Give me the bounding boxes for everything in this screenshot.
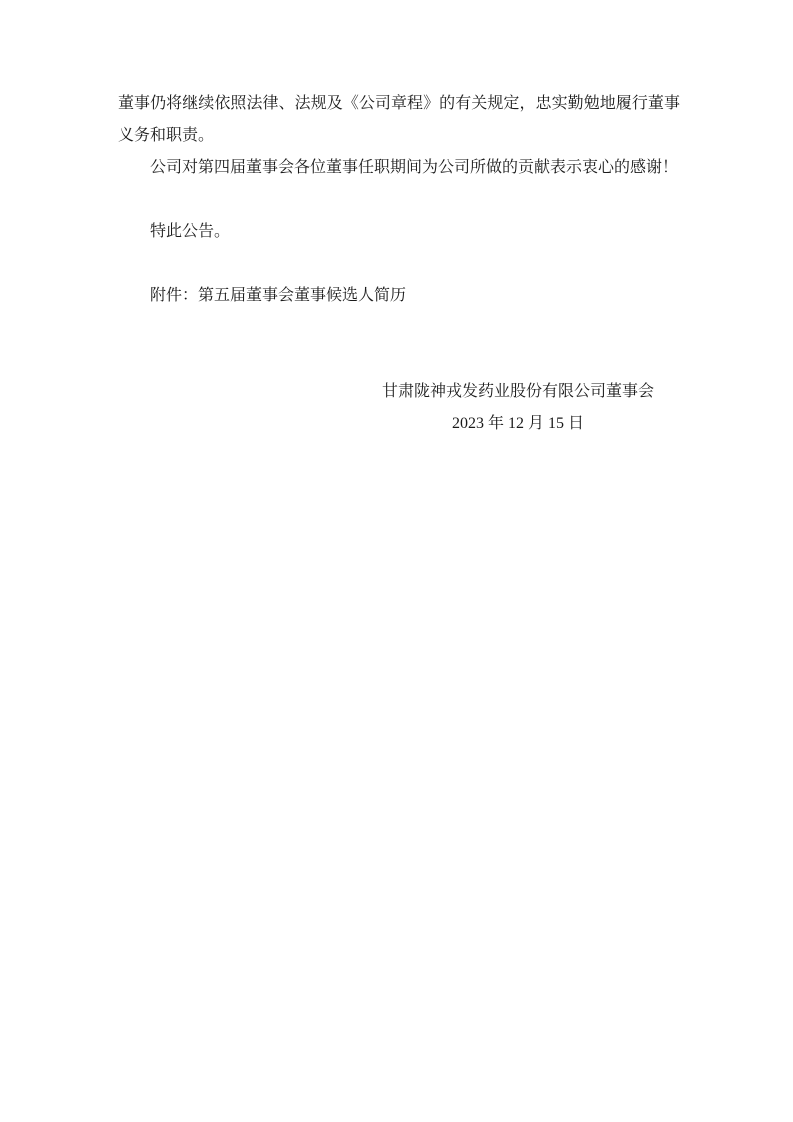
signature-date: 2023 年 12 月 15 日 — [451, 415, 584, 432]
paragraph-gratitude: 公司对第四届董事会各位董事任职期间为公司所做的贡献表示衷心的感谢！ — [150, 159, 679, 176]
signature-company-name: 甘肃陇神戎发药业股份有限公司董事会 — [381, 383, 654, 400]
signature-block — [382, 376, 654, 440]
closing-statement: 特此公告。 — [150, 223, 231, 240]
attachment-note: 附件：第五届董事会董事候选人简历 — [150, 287, 407, 304]
paragraph-director-duties: 董事仍将继续依照法律、法规及《公司章程》的有关规定，忠实勤勉地履行董事义务和职责。 — [118, 95, 680, 144]
